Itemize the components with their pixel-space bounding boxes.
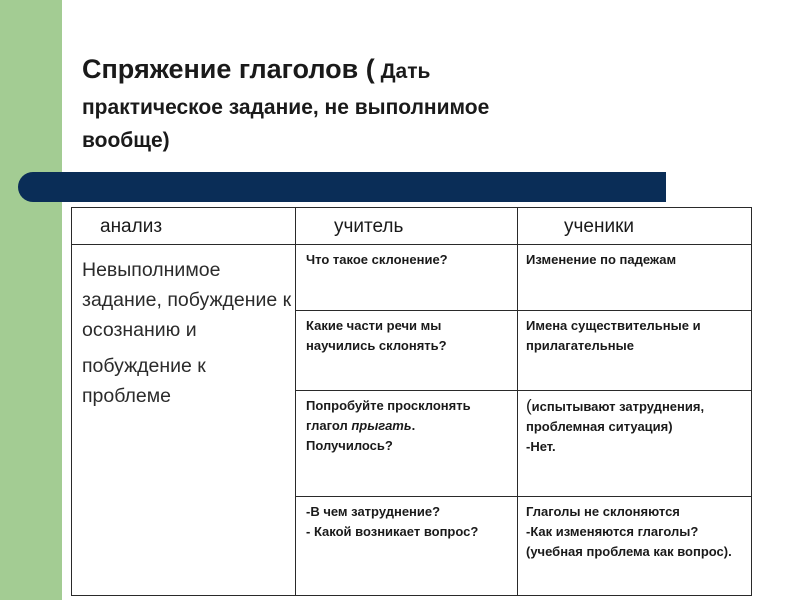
analysis-para-2: побуждение к проблеме — [82, 355, 206, 407]
students-cell: Глаголы не склоняются -Как изменяются глаголы?(учебная проблема как вопрос). — [518, 497, 752, 596]
verb-italic: прыгать — [351, 418, 412, 433]
title-line-3: вообще) — [82, 129, 170, 152]
teacher-cell: -В чем затруднение? - Какой возникает вопрос? — [296, 497, 518, 596]
students-cell: Имена существительные и прилагательные — [518, 311, 752, 391]
header-analysis: анализ — [72, 208, 296, 245]
title-line-2: практическое задание, не выполнимое — [82, 96, 490, 119]
title-sub: Дать — [374, 60, 431, 83]
navy-divider-bar — [18, 172, 666, 202]
header-teacher: учитель — [296, 208, 518, 245]
header-students: ученики — [518, 208, 752, 245]
teacher-cell: Что такое склонение? — [296, 245, 518, 311]
table-header-row — [72, 208, 752, 245]
analysis-para-1: Невыполнимое задание, побуждение к осознанию и — [82, 259, 292, 341]
green-side-bar — [0, 0, 62, 600]
teacher-verb-line: глагол прыгать. — [306, 418, 416, 433]
table-row — [72, 245, 752, 311]
teacher-cell: Какие части речи мы научились склонять? — [296, 311, 518, 391]
open-paren: ( — [526, 396, 532, 415]
title-main: Спряжение глаголов ( — [82, 54, 375, 84]
students-cell: (испытывают затруднения, проблемная ситуация) -Нет. — [518, 391, 752, 497]
students-cell: Изменение по падежам — [518, 245, 752, 311]
lesson-table — [71, 207, 752, 596]
teacher-cell: Попробуйте просклонять глагол прыгать. Получилось? — [296, 391, 518, 497]
analysis-cell — [72, 245, 296, 596]
slide-title — [82, 52, 762, 157]
